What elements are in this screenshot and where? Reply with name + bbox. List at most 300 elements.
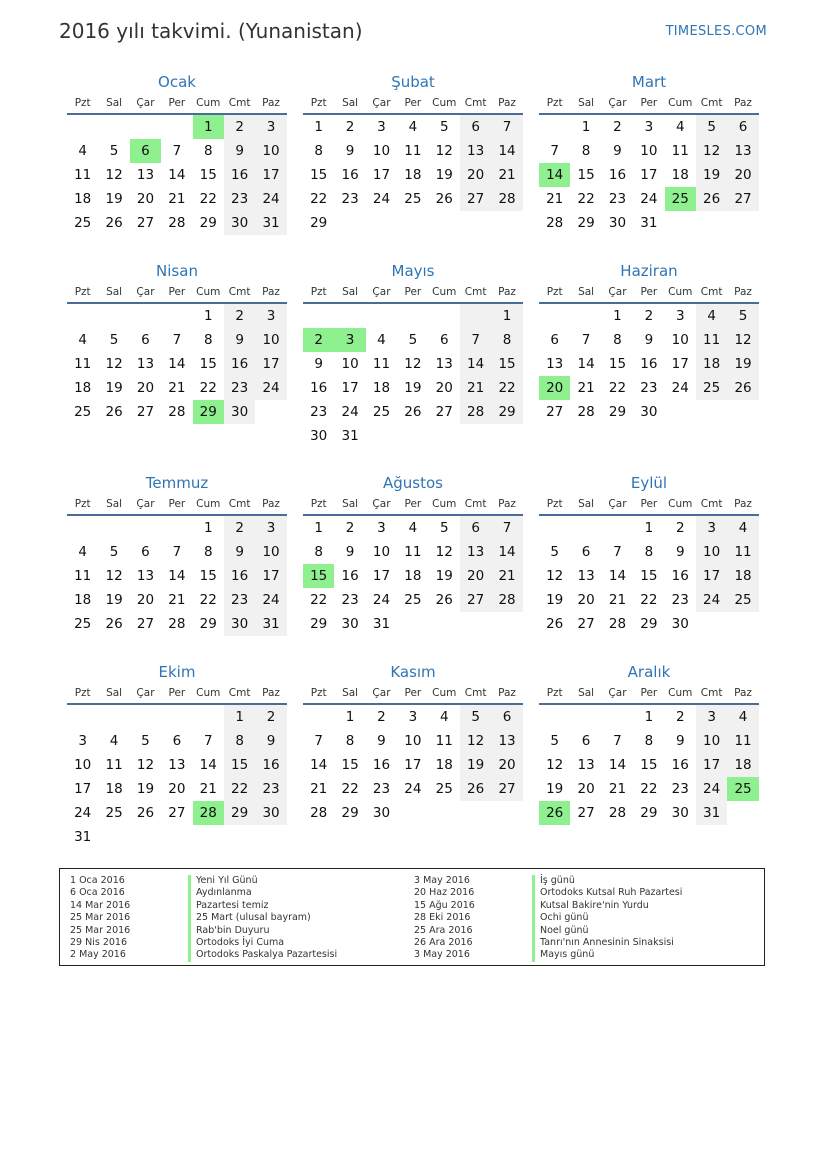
day-cell: 10 (372, 143, 391, 159)
day-cell: 15 (640, 757, 658, 773)
weekday-label: Per (640, 687, 658, 699)
day-cell: 2 (644, 308, 654, 324)
day-blank (303, 304, 334, 328)
day-blank (491, 612, 522, 636)
weekday-label: Pzt (546, 687, 563, 699)
weekday-label: Cmt (464, 286, 487, 298)
day-cell: 22 (341, 781, 359, 797)
legend-date: 25 Ara 2016 (414, 924, 473, 936)
day-cell: 25 (404, 592, 422, 608)
day-cell: 8 (491, 328, 522, 352)
weekday-label: Çar (608, 97, 627, 109)
weekday-label: Pzt (546, 97, 563, 109)
day-blank (696, 612, 727, 636)
weekday-label: Cum (196, 498, 221, 510)
day-cell: 15 (199, 356, 217, 372)
week-row (303, 115, 523, 139)
day-cell: 15 (199, 568, 217, 584)
weekday-label: Cmt (228, 498, 251, 510)
day-cell: 12 (435, 143, 453, 159)
day-cell: 14 (577, 356, 595, 372)
day-cell: 10 (696, 729, 727, 753)
day-cell: 2 (675, 520, 685, 536)
day-cell: 27 (460, 588, 491, 612)
weekday-label: Çar (372, 97, 391, 109)
week-row (67, 187, 287, 211)
day-cell: 20 (136, 191, 155, 207)
day-cell: 22 (640, 592, 658, 608)
day-cell: 3 (377, 119, 386, 135)
day-cell: 3 (377, 520, 386, 536)
legend-row (404, 887, 682, 899)
month-name: Şubat (391, 73, 435, 91)
day-cell: 4 (675, 119, 685, 135)
day-blank (161, 115, 192, 139)
day-cell: 19 (105, 191, 123, 207)
day-blank (366, 211, 397, 235)
day-cell: 24 (696, 777, 727, 801)
day-cell: 17 (372, 167, 391, 183)
day-cell: 11 (404, 544, 422, 560)
day-cell: 30 (224, 211, 255, 235)
day-cell: 21 (168, 191, 186, 207)
weekday-label: Cmt (700, 498, 723, 510)
day-blank (334, 304, 365, 328)
day-cell: 12 (546, 568, 564, 584)
legend-date: 20 Haz 2016 (414, 887, 475, 899)
day-cell: 23 (255, 777, 286, 801)
day-cell: 9 (644, 332, 654, 348)
day-cell: 6 (439, 332, 449, 348)
weekday-header (303, 283, 523, 301)
day-cell: 27 (136, 215, 155, 231)
weekday-label: Cmt (464, 687, 487, 699)
day-cell: 6 (141, 332, 150, 348)
day-cell: 27 (136, 404, 155, 420)
day-cell: 21 (310, 781, 328, 797)
weekday-label: Cmt (464, 97, 487, 109)
weekday-header (539, 495, 759, 513)
week-row (67, 352, 287, 376)
day-blank (98, 516, 129, 540)
weekday-header (67, 684, 287, 702)
day-cell: 27 (168, 805, 186, 821)
day-blank (460, 424, 491, 448)
day-cell: 8 (581, 143, 591, 159)
day-cell: 10 (255, 139, 286, 163)
day-cell: 19 (727, 352, 758, 376)
day-blank (67, 705, 98, 729)
day-cell: 26 (404, 404, 422, 420)
day-blank (460, 801, 491, 825)
day-cell: 18 (727, 564, 758, 588)
day-cell: 7 (314, 733, 323, 749)
legend-holiday-name: Ortodoks Paskalya Pazartesisi (188, 949, 337, 961)
day-blank (98, 304, 129, 328)
week-row (303, 729, 523, 753)
day-cell: 8 (613, 332, 622, 348)
day-blank (255, 825, 286, 849)
day-cell: 16 (224, 352, 255, 376)
weekday-header (67, 283, 287, 301)
day-cell: 18 (74, 380, 92, 396)
day-cell: 18 (671, 167, 689, 183)
day-blank (460, 612, 491, 636)
holiday-legend (59, 868, 765, 966)
month-9 (539, 471, 759, 636)
day-blank (67, 115, 98, 139)
weekday-label: Pzt (546, 286, 563, 298)
day-cell: 16 (224, 564, 255, 588)
weekday-label: Çar (372, 286, 391, 298)
day-cell: 28 (546, 215, 564, 231)
day-cell: 19 (105, 380, 123, 396)
week-row (303, 705, 523, 729)
week-row (67, 516, 287, 540)
day-blank (255, 400, 286, 424)
day-cell: 19 (696, 163, 727, 187)
weekday-label: Cum (196, 97, 221, 109)
brand-link[interactable]: TIMESLES.COM (665, 24, 767, 39)
day-cell: 5 (550, 733, 559, 749)
legend-date: 28 Eki 2016 (414, 912, 471, 924)
day-cell: 14 (608, 757, 627, 773)
day-cell: 15 (608, 356, 627, 372)
weekday-label: Çar (136, 97, 155, 109)
holiday-day-cell: 2 (303, 328, 334, 352)
day-cell: 5 (141, 733, 150, 749)
day-cell: 20 (491, 753, 522, 777)
day-cell: 30 (224, 612, 255, 636)
day-cell: 28 (310, 805, 328, 821)
day-cell: 7 (550, 143, 559, 159)
day-cell: 11 (696, 328, 727, 352)
day-cell: 1 (345, 709, 355, 725)
day-cell: 21 (577, 380, 595, 396)
day-blank (491, 211, 522, 235)
day-blank (67, 516, 98, 540)
day-cell: 25 (404, 191, 422, 207)
day-cell: 5 (109, 143, 119, 159)
weekday-label: Pzt (74, 97, 91, 109)
day-blank (397, 424, 428, 448)
legend-row (404, 949, 682, 961)
weekday-label: Cum (196, 687, 221, 699)
day-cell: 22 (310, 191, 328, 207)
day-cell: 14 (199, 757, 217, 773)
legend-row (404, 900, 682, 912)
weekday-label: Paz (498, 97, 516, 109)
weekday-label: Sal (106, 286, 123, 298)
day-cell: 9 (224, 139, 255, 163)
day-cell: 10 (74, 757, 92, 773)
weekday-header (539, 684, 759, 702)
day-cell: 10 (640, 143, 658, 159)
weekday-label: Per (404, 498, 422, 510)
day-cell: 13 (460, 540, 491, 564)
month-name: Haziran (620, 262, 678, 280)
day-cell: 16 (671, 568, 689, 584)
day-cell: 11 (74, 356, 92, 372)
day-cell: 17 (255, 163, 286, 187)
day-blank (696, 400, 727, 424)
legend-holiday-name: Aydınlanma (188, 887, 252, 899)
day-cell: 20 (727, 163, 758, 187)
day-cell: 21 (168, 380, 186, 396)
day-cell: 3 (255, 516, 286, 540)
weekday-label: Paz (734, 286, 752, 298)
month-6 (539, 259, 759, 424)
day-cell: 7 (491, 516, 522, 540)
day-cell: 25 (696, 376, 727, 400)
month-name: Mayıs (391, 262, 435, 280)
day-cell: 9 (345, 143, 355, 159)
day-cell: 5 (550, 544, 559, 560)
week-row (539, 139, 759, 163)
day-cell: 7 (172, 544, 182, 560)
weekday-label: Cum (668, 498, 693, 510)
day-cell: 8 (203, 544, 213, 560)
day-cell: 5 (696, 115, 727, 139)
week-row (303, 588, 523, 612)
week-row (303, 516, 523, 540)
day-cell: 9 (675, 733, 685, 749)
week-row (303, 801, 523, 825)
weekday-label: Cmt (228, 286, 251, 298)
day-cell: 31 (255, 211, 286, 235)
day-cell: 18 (372, 380, 391, 396)
week-row (67, 777, 287, 801)
day-blank (193, 705, 224, 729)
weekday-header (303, 94, 523, 112)
day-cell: 22 (310, 592, 328, 608)
day-cell: 8 (314, 143, 323, 159)
day-cell: 6 (550, 332, 559, 348)
weekday-header (303, 684, 523, 702)
day-cell: 19 (136, 781, 155, 797)
month-10 (67, 660, 287, 849)
day-cell: 19 (404, 380, 422, 396)
day-cell: 27 (491, 777, 522, 801)
day-cell: 29 (491, 400, 522, 424)
day-cell: 8 (644, 733, 654, 749)
day-cell: 26 (105, 616, 123, 632)
day-cell: 28 (491, 187, 522, 211)
day-cell: 19 (546, 781, 564, 797)
day-cell: 14 (608, 568, 627, 584)
day-cell: 24 (255, 588, 286, 612)
day-cell: 15 (640, 568, 658, 584)
day-cell: 28 (168, 215, 186, 231)
day-cell: 14 (168, 356, 186, 372)
day-cell: 25 (74, 404, 92, 420)
legend-date: 29 Nis 2016 (70, 936, 127, 948)
day-cell: 31 (696, 801, 727, 825)
day-cell: 17 (341, 380, 359, 396)
day-cell: 27 (727, 187, 758, 211)
weekday-label: Cmt (228, 97, 251, 109)
legend-row (404, 912, 682, 924)
week-row (303, 424, 523, 448)
weekday-label: Paz (734, 97, 752, 109)
day-cell: 23 (608, 191, 627, 207)
day-cell: 28 (577, 404, 595, 420)
week-row (67, 211, 287, 235)
day-cell: 30 (341, 616, 359, 632)
day-cell: 22 (199, 191, 217, 207)
day-cell: 28 (460, 400, 491, 424)
day-cell: 30 (372, 805, 391, 821)
day-blank (665, 211, 696, 235)
day-cell: 26 (546, 616, 564, 632)
day-cell: 28 (608, 805, 627, 821)
weekday-label: Pzt (310, 498, 327, 510)
day-cell: 24 (696, 588, 727, 612)
weekday-label: Cmt (228, 687, 251, 699)
day-cell: 16 (372, 757, 391, 773)
day-cell: 11 (372, 356, 391, 372)
day-cell: 5 (109, 332, 119, 348)
weekday-label: Per (640, 498, 658, 510)
day-cell: 17 (671, 356, 689, 372)
day-cell: 26 (696, 187, 727, 211)
day-cell: 26 (435, 592, 453, 608)
week-row (539, 729, 759, 753)
legend-holiday-name: Mayıs günü (532, 949, 594, 961)
weekday-label: Cum (668, 687, 693, 699)
day-cell: 29 (310, 616, 328, 632)
day-cell: 20 (435, 380, 453, 396)
weekday-label: Sal (342, 498, 359, 510)
day-cell: 12 (136, 757, 155, 773)
day-cell: 27 (577, 616, 595, 632)
week-row (303, 540, 523, 564)
holiday-day-cell: 1 (193, 115, 224, 139)
day-cell: 13 (546, 356, 564, 372)
day-cell: 13 (460, 139, 491, 163)
day-cell: 28 (491, 588, 522, 612)
day-cell: 4 (109, 733, 119, 749)
day-cell: 12 (105, 167, 123, 183)
day-cell: 19 (105, 592, 123, 608)
day-cell: 6 (141, 544, 150, 560)
day-cell: 20 (577, 781, 595, 797)
day-cell: 18 (727, 753, 758, 777)
day-cell: 13 (491, 729, 522, 753)
day-cell: 28 (168, 404, 186, 420)
day-cell: 18 (105, 781, 123, 797)
day-blank (161, 516, 192, 540)
day-cell: 25 (74, 215, 92, 231)
week-row (67, 705, 287, 729)
weekday-label: Çar (136, 286, 155, 298)
weekday-label: Cmt (700, 97, 723, 109)
day-cell: 18 (404, 167, 422, 183)
day-blank (570, 705, 601, 729)
day-cell: 23 (671, 781, 689, 797)
day-cell: 24 (341, 404, 359, 420)
weekday-label: Sal (106, 97, 123, 109)
week-row (67, 163, 287, 187)
week-row (67, 588, 287, 612)
week-row (539, 612, 759, 636)
day-cell: 4 (727, 516, 758, 540)
day-cell: 7 (613, 544, 622, 560)
day-cell: 7 (172, 332, 182, 348)
day-cell: 29 (310, 215, 328, 231)
day-cell: 23 (224, 376, 255, 400)
day-cell: 1 (644, 709, 654, 725)
day-cell: 10 (341, 356, 359, 372)
weekday-header (539, 283, 759, 301)
weekday-label: Paz (498, 286, 516, 298)
day-blank (130, 825, 161, 849)
day-cell: 5 (727, 304, 758, 328)
weekday-label: Paz (498, 498, 516, 510)
day-cell: 19 (435, 167, 453, 183)
day-cell: 17 (255, 352, 286, 376)
day-cell: 26 (105, 215, 123, 231)
day-cell: 2 (255, 705, 286, 729)
weekday-label: Pzt (74, 498, 91, 510)
month-name: Ocak (158, 73, 196, 91)
month-name: Mart (631, 73, 667, 91)
day-cell: 4 (696, 304, 727, 328)
weekday-label: Sal (578, 687, 595, 699)
day-cell: 11 (404, 143, 422, 159)
day-cell: 21 (608, 781, 627, 797)
day-cell: 19 (435, 568, 453, 584)
day-cell: 22 (608, 380, 627, 396)
day-cell: 1 (491, 304, 522, 328)
day-cell: 4 (408, 520, 418, 536)
week-row (539, 115, 759, 139)
day-blank (193, 825, 224, 849)
day-cell: 10 (255, 328, 286, 352)
day-cell: 1 (613, 308, 622, 324)
legend-date: 25 Mar 2016 (70, 924, 131, 936)
week-row (67, 564, 287, 588)
day-blank (366, 424, 397, 448)
day-cell: 16 (671, 757, 689, 773)
day-cell: 11 (105, 757, 123, 773)
week-row (539, 705, 759, 729)
day-cell: 22 (491, 376, 522, 400)
day-cell: 22 (199, 592, 217, 608)
day-cell: 10 (372, 544, 391, 560)
day-cell: 4 (78, 544, 87, 560)
legend-date: 25 Mar 2016 (70, 912, 131, 924)
weekday-header (539, 94, 759, 112)
day-cell: 2 (224, 516, 255, 540)
month-4 (67, 259, 287, 424)
weekday-label: Per (404, 97, 422, 109)
day-blank (570, 304, 601, 328)
month-name: Temmuz (145, 474, 209, 492)
day-cell: 9 (377, 733, 386, 749)
day-cell: 31 (74, 829, 92, 845)
legend-column-right (404, 875, 682, 962)
day-cell: 11 (74, 167, 92, 183)
day-cell: 5 (460, 705, 491, 729)
week-row (303, 211, 523, 235)
day-cell: 16 (255, 753, 286, 777)
day-cell: 19 (546, 592, 564, 608)
day-cell: 21 (608, 592, 627, 608)
day-cell: 1 (314, 119, 323, 135)
day-cell: 6 (581, 733, 591, 749)
day-cell: 24 (74, 805, 92, 821)
